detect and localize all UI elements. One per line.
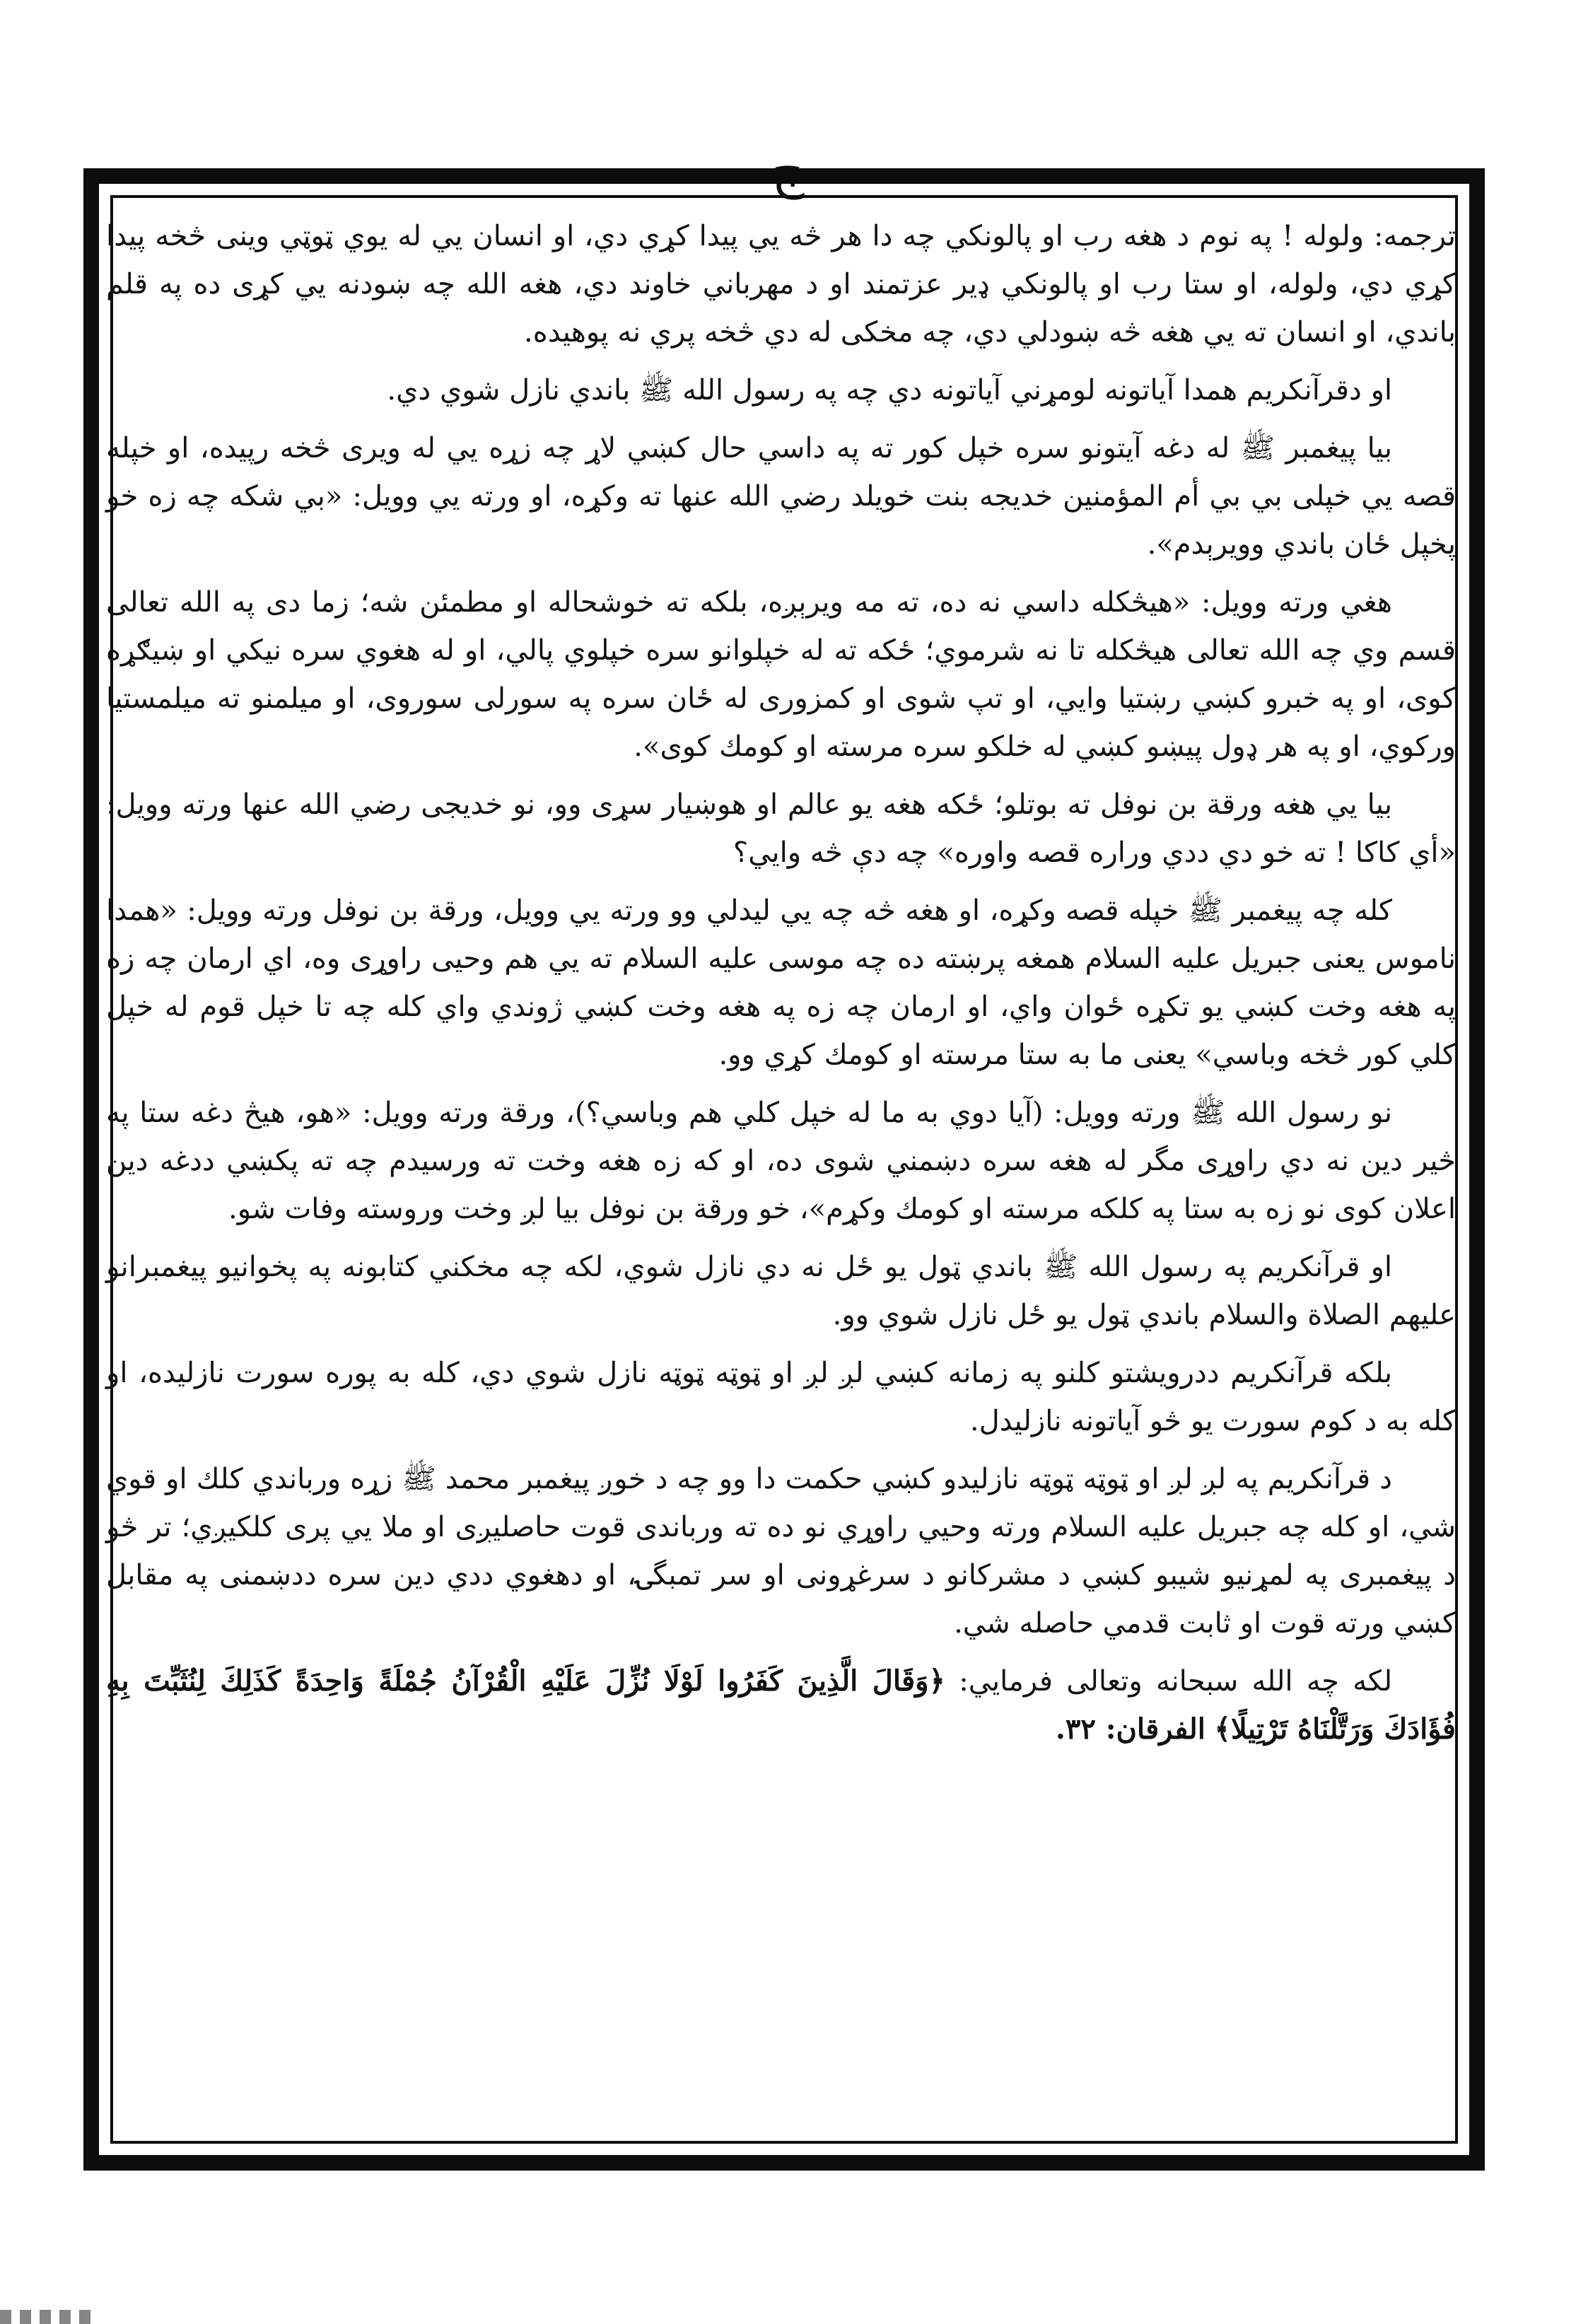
paragraph-wisdom: د قرآنكريم په لږ لږ او ټوټه ټوټه نازليدو كښي حكمت دا وو چه د خوږ پيغمبر محمد ﷺ زړه ورباندي كلك او قوي شي، او كله چه جبريل عليه السلام ورته وحيي راوړي نو ده ته ورباندى قوت حاصليږى او ملا يي پرى كلكيږي؛ تر څو د پيغمبرى په لمړنيو شيبو كښي د مشركانو د سرغړونى او سر تمبگۍ، او دهغوي ددي دين سره ددښمنى په مقابل كښي ورته قوت او ثابت قدمي حاصله شي. — [106, 1463, 1456, 1640]
paragraph-closing — [106, 1657, 1456, 1753]
paragraph-gradual-revelation: بلكه قرآنكريم ددرويشتو كلنو په زمانه كښي لږ لږ او ټوټه ټوټه نازل شوي دي، كله به پوره سورت نازليده، او كله به د كوم سورت يو څو آياتونه نازليدل. — [106, 1357, 1456, 1437]
scan-edge-mark — [0, 2310, 92, 2324]
closing-intro: لكه چه الله سبحانه وتعالى فرمايي: — [959, 1665, 1393, 1698]
quran-verse: ﴿وَقَالَ الَّذِينَ كَفَرُوا لَوْلَا نُزِّلَ عَلَيْهِ الْقُرْآنُ جُمْلَةً وَاحِدَةً كَذَلِكَ لِنُثَبِّتَ بِهِ فُؤَادَكَ وَرَتَّلْنَاهُ تَرْتِيلًا﴾ — [106, 1664, 1456, 1746]
paragraph-expulsion: نو رسول الله ﷺ ورته وويل: (آيا دوي به ما له خپل كلي هم وباسي؟)، ورقة ورته وويل: «هو، هيڅ دغه ستا په څير دين نه دي راوړى مگر له هغه سره دښمني شوى ده، او كه زه هغه وخت ته ورسيدم چه ته پكښي ددغه دين اعلان كوى نو زه به ستا په كلكه مرسته او كومك وكړم»، خو ورقة بن نوفل بيا لږ وخت وروسته وفات شو. — [106, 1097, 1456, 1225]
paragraph-khadijah-reply: هغي ورته وويل: «هيڅكله داسي نه ده، ته مه ويرېږه، بلكه ته خوشحاله او مطمئن شه؛ زما دى په الله تعالى قسم وي چه الله تعالى هيڅكله تا نه شرموي؛ ځكه ته له خپلوانو سره خپلوي پالي، او له هغوي سره نيكي او ښيګړه كوى، او په خبرو كښي رښتيا وايي، او تپ شوى او كمزورى له ځان سره په سورلى سوروى، او ميلمنو ته ميلمستيا وركوي، او په هر ډول پيښو كښي له خلكو سره مرسته او كومك كوى». — [106, 586, 1456, 763]
paragraph-not-revealed-at-once: او قرآنكريم په رسول الله ﷺ باندي ټول يو ځل نه دي نازل شوي، لكه چه مخكني كتابونه په پخوانيو پيغمبرانو عليهم الصلاة والسلام باندي ټول يو ځل نازل شوي وو. — [106, 1251, 1456, 1331]
paragraph-return-home: بيا پيغمبر ﷺ له دغه آيتونو سره خپل كور ته په داسي حال كښي لاړ چه زړه يي له ويرى څخه رپيده، او خپله قصه يي خپلى بي بي أم المؤمنين خديجه بنت خويلد رضي الله عنها ته وكړه، او ورته يي وويل: «بي شكه چه زه خو پخپل ځان باندي وويرېدم». — [106, 432, 1456, 561]
paragraph-first-verses: او دقرآنكريم همدا آياتونه لومړني آياتونه دي چه په رسول الله ﷺ باندي نازل شوي دي. — [387, 374, 1392, 407]
page-number: ج — [771, 140, 805, 199]
paragraph-waraqah-speech: كله چه پيغمبر ﷺ خپله قصه وكړه، او هغه څه چه يي ليدلي وو ورته يي وويل، ورقة بن نوفل ورته وويل: «همدا ناموس يعنى جبريل عليه السلام همغه پرښته ده چه موسى عليه السلام ته يي هم وحيى راوړى وه، اي ارمان چه زه په هغه وخت كښي يو تكړه ځوان واي، او ارمان چه زه په هغه وخت كښي ژوندي واي كله چه تا خپل قوم له خپل كلي كور څخه وباسي» يعنى ما به ستا مرسته او كومك كړي وو. — [106, 894, 1456, 1071]
text-body — [106, 212, 1456, 1763]
paragraph-translation: ترجمه: ولوله ! په نوم د هغه رب او پالونكي چه دا هر څه يي پيدا كړي دي، او انسان يي له يوي ټوټي وينى څخه پيدا كړي دي، ولوله، او ستا رب او پالونكي ډير عزتمند او د مهرباني خاوند دي، هغه الله چه ښودنه يي كړى ده په قلم باندي، او انسان ته يي هغه څه ښودلي دي، چه مخكى له دي څخه پري نه پوهيده. — [106, 220, 1456, 349]
verse-reference: الفرقان: ٣٢. — [1055, 1712, 1206, 1746]
paragraph-waraqah-visit: بيا يي هغه ورقة بن نوفل ته بوتلو؛ ځكه هغه يو عالم او هوښيار سړى وو، نو خديجى رضي الله عنها ورته وويل: «أي كاكا ! ته خو دي ددي وراره قصه واوره» چه دې څه وايي؟ — [106, 788, 1456, 869]
